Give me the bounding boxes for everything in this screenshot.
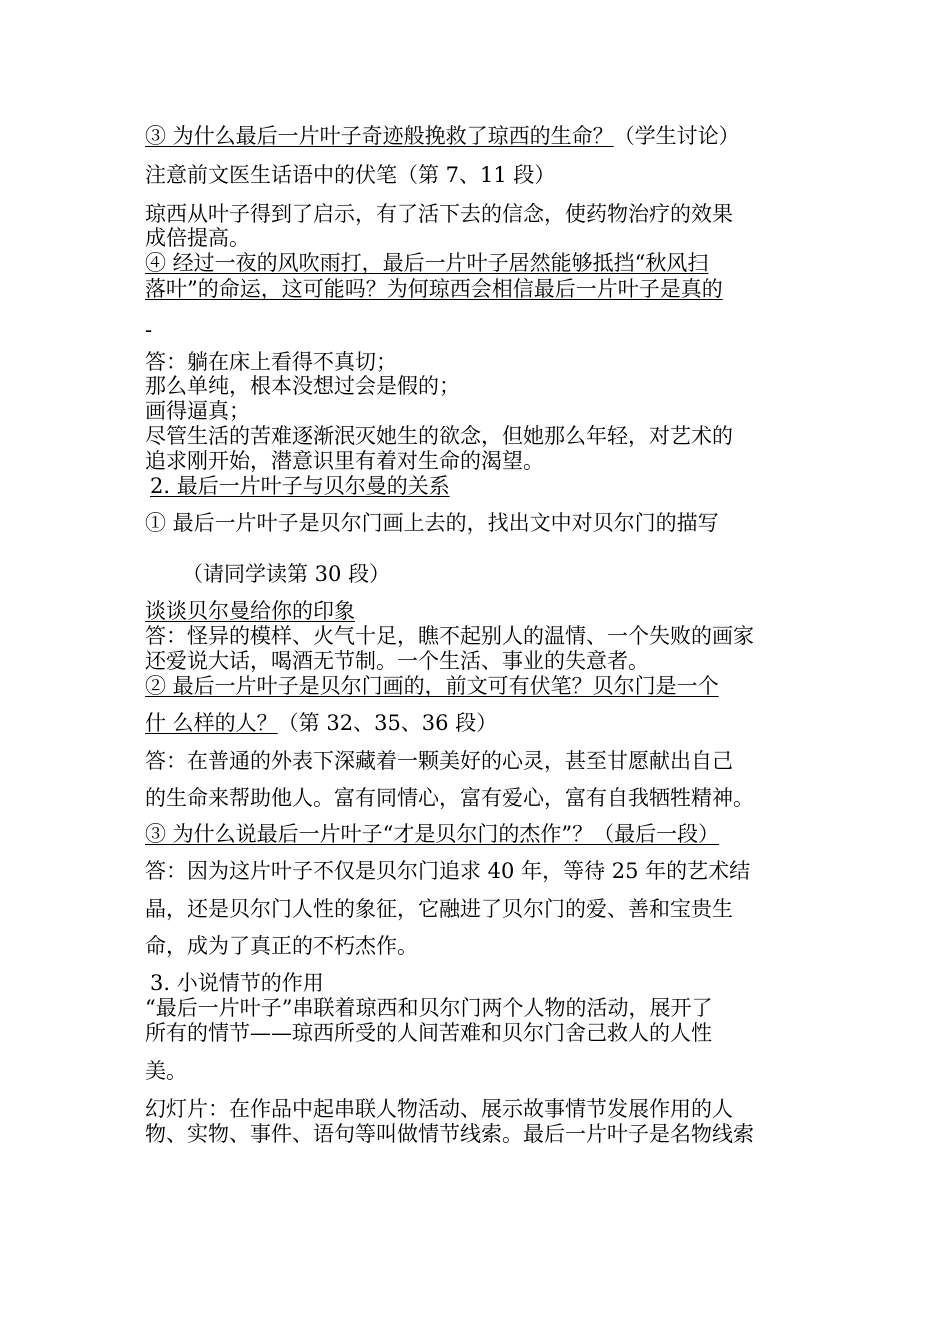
answer-line bbox=[145, 449, 810, 473]
text-line bbox=[182, 562, 847, 586]
line-text: 命，成为了真正的不朽杰作。 bbox=[145, 934, 418, 958]
text-line bbox=[145, 163, 810, 187]
question-text: ④ 经过一夜的风吹雨打，最后一片叶子居然能够抵挡“秋风扫 bbox=[145, 251, 709, 275]
answer-line bbox=[145, 624, 810, 648]
question-note: （第 32、35、36 段） bbox=[277, 711, 498, 735]
question-note: （学生讨论） bbox=[613, 124, 740, 148]
question-3b-line bbox=[145, 822, 810, 846]
line-text: 物、实物、事件、语句等叫做情节线索。最后一片叶子是名物线索 bbox=[145, 1122, 754, 1146]
question-4-line bbox=[145, 251, 810, 275]
answer-line bbox=[145, 424, 810, 448]
answer-line bbox=[145, 749, 810, 773]
question-4-line bbox=[145, 277, 810, 301]
line-text: 答：怪异的模样、火气十足，瞧不起别人的温情、一个失败的画家 bbox=[145, 624, 754, 648]
answer-line bbox=[145, 934, 810, 958]
line-text: 答：在普通的外表下深藏着一颗美好的心灵，甚至甘愿献出自己 bbox=[145, 749, 733, 773]
line-text: 谈谈贝尔曼给你的印象 bbox=[145, 599, 355, 623]
line-text: 注意前文医生话语中的伏笔（第 7、11 段） bbox=[145, 163, 556, 187]
text-line bbox=[145, 226, 810, 250]
text-line bbox=[145, 202, 810, 226]
answer-line bbox=[145, 897, 810, 921]
question-text: ③ 为什么最后一片叶子奇迹般挽救了琼西的生命？ bbox=[145, 124, 614, 148]
prompt-line bbox=[145, 599, 810, 623]
text-line bbox=[145, 1059, 810, 1083]
answer-line bbox=[145, 859, 810, 883]
line-text: 晶，还是贝尔门人性的象征，它融进了贝尔门的爱、善和宝贵生 bbox=[145, 897, 733, 921]
line-text: 答：躺在床上看得不真切； bbox=[145, 350, 397, 374]
question-text: 落叶”的命运，这可能吗？为何琼西会相信最后一片叶子是真的 bbox=[145, 277, 723, 301]
answer-line bbox=[145, 786, 810, 810]
question-2-line bbox=[145, 711, 810, 735]
line-text: 幻灯片：在作品中起串联人物活动、展示故事情节发展作用的人 bbox=[145, 1097, 733, 1121]
question-text: ③ 为什么说最后一片叶子“才是贝尔门的杰作”？（最后一段） bbox=[145, 822, 720, 846]
line-text: ① 最后一片叶子是贝尔门画上去的，找出文中对贝尔门的描写 bbox=[145, 511, 719, 535]
line-text: 画得逼真； bbox=[145, 399, 250, 423]
answer-line bbox=[145, 374, 810, 398]
answer-line bbox=[145, 350, 810, 374]
question-2-line bbox=[145, 674, 810, 698]
text-line bbox=[145, 1097, 810, 1121]
heading-text: 3. 小说情节的作用 bbox=[150, 971, 324, 995]
question-text: ② 最后一片叶子是贝尔门画的，前文可有伏笔？贝尔门是一个 bbox=[145, 674, 719, 698]
line-text: 所有的情节——琼西所受的人间苦难和贝尔门舍己救人的人性 bbox=[145, 1021, 712, 1045]
heading-text: 2. 最后一片叶子与贝尔曼的关系 bbox=[150, 474, 450, 498]
question-3-line bbox=[145, 124, 810, 148]
text-line bbox=[145, 318, 810, 342]
line-text: 答：因为这片叶子不仅是贝尔门追求 40 年，等待 25 年的艺术结 bbox=[145, 859, 751, 883]
line-text: 追求刚开始，潜意识里有着对生命的渴望。 bbox=[145, 449, 544, 473]
line-text: 成倍提高。 bbox=[145, 226, 250, 250]
line-text: 美。 bbox=[145, 1059, 187, 1083]
text-line bbox=[145, 1021, 810, 1045]
text-line bbox=[145, 996, 810, 1020]
line-text: - bbox=[145, 318, 153, 342]
line-text: 尽管生活的苦难逐渐泯灭她生的欲念，但她那么年轻，对艺术的 bbox=[145, 424, 733, 448]
line-text: 那么单纯，根本没想过会是假的； bbox=[145, 374, 460, 398]
section-heading-3 bbox=[150, 971, 815, 995]
answer-line bbox=[145, 649, 810, 673]
line-text: 的生命来帮助他人。富有同情心，富有爱心，富有自我牺牲精神。 bbox=[145, 786, 754, 810]
text-line bbox=[145, 1122, 810, 1146]
line-text: 琼西从叶子得到了启示，有了活下去的信念，使药物治疗的效果 bbox=[145, 202, 733, 226]
line-text: （请同学读第 30 段） bbox=[182, 562, 391, 586]
line-text: 还爱说大话，喝酒无节制。一个生活、事业的失意者。 bbox=[145, 649, 649, 673]
answer-line bbox=[145, 399, 810, 423]
section-heading-2 bbox=[150, 474, 815, 498]
question-text: 什 么样的人？ bbox=[145, 711, 278, 735]
question-1-line bbox=[145, 511, 810, 535]
line-text: “最后一片叶子”串联着琼西和贝尔门两个人物的活动，展开了 bbox=[145, 996, 713, 1020]
